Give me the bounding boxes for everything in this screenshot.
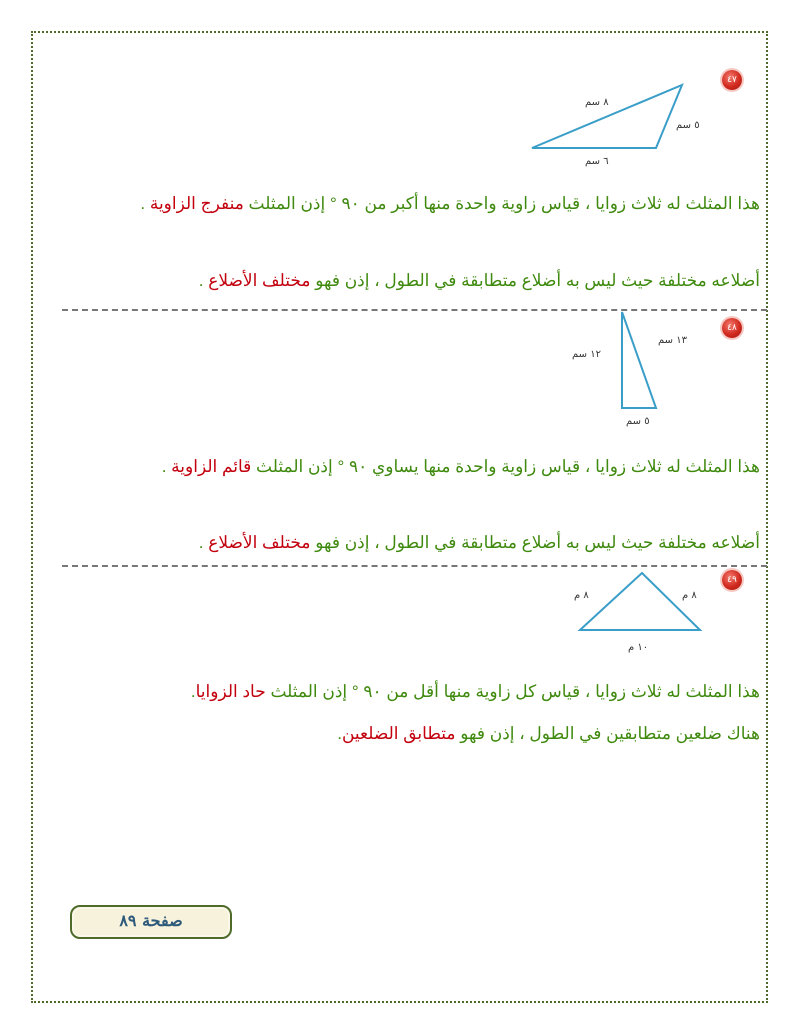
page-border (31, 31, 768, 1003)
section-divider (62, 565, 767, 567)
explanation-line-angles: هذا المثلث له ثلاث زوايا ، قياس كل زاوية منها أقل من ٩٠ ° إذن المثلث حاد الزوايا. (190, 682, 760, 701)
triangle-side-label: ١٣ سم (658, 335, 687, 346)
explanation-line-angles: هذا المثلث له ثلاث زوايا ، قياس زاوية واحدة منها أكبر من ٩٠ ° إذن المثلث منفرج الزاوية . (140, 194, 760, 213)
triangle-side-label: ٥ سم (626, 416, 650, 427)
side-classification: مختلف الأضلاع (208, 271, 311, 290)
problem-number-badge: ٤٩ (722, 570, 742, 590)
page-number-box (70, 905, 232, 939)
side-classification: متطابق الضلعين (341, 724, 456, 743)
triangle-side-label: ١٠ م (628, 642, 649, 653)
triangle-side-label: ٨ سم (585, 97, 609, 108)
explanation-line-sides: أضلاعه مختلفة حيث ليس به أضلاع متطابقة في الطول ، إذن فهو مختلف الأضلاع . (198, 271, 760, 290)
triangle-diagram (560, 310, 720, 430)
angle-classification: حاد الزوايا (195, 682, 266, 701)
explanation-line-angles: هذا المثلث له ثلاث زوايا ، قياس زاوية واحدة منها يساوي ٩٠ ° إذن المثلث قائم الزاوية . (161, 457, 760, 476)
triangle-diagram (520, 85, 720, 170)
explanation-line-sides: أضلاعه مختلفة حيث ليس به أضلاع متطابقة في الطول ، إذن فهو مختلف الأضلاع . (198, 533, 760, 552)
explanation-line-sides: هناك ضلعين متطابقين في الطول ، إذن فهو متطابق الضلعين. (337, 724, 760, 743)
page-number-label: صفحة ٨٩ (119, 911, 183, 930)
angle-classification: قائم الزاوية (171, 457, 252, 476)
triangle-diagram (560, 570, 730, 670)
triangle-side-label: ٥ سم (676, 120, 700, 131)
side-classification: مختلف الأضلاع (208, 533, 311, 552)
triangle-side-label: ٨ م (574, 590, 589, 601)
triangle-side-label: ٨ م (682, 590, 697, 601)
problem-number-badge: ٤٧ (722, 70, 742, 90)
triangle-side-label: ١٢ سم (572, 349, 601, 360)
problem-number-badge: ٤٨ (722, 318, 742, 338)
angle-classification: منفرج الزاوية (149, 194, 244, 213)
triangle-side-label: ٦ سم (585, 156, 609, 167)
